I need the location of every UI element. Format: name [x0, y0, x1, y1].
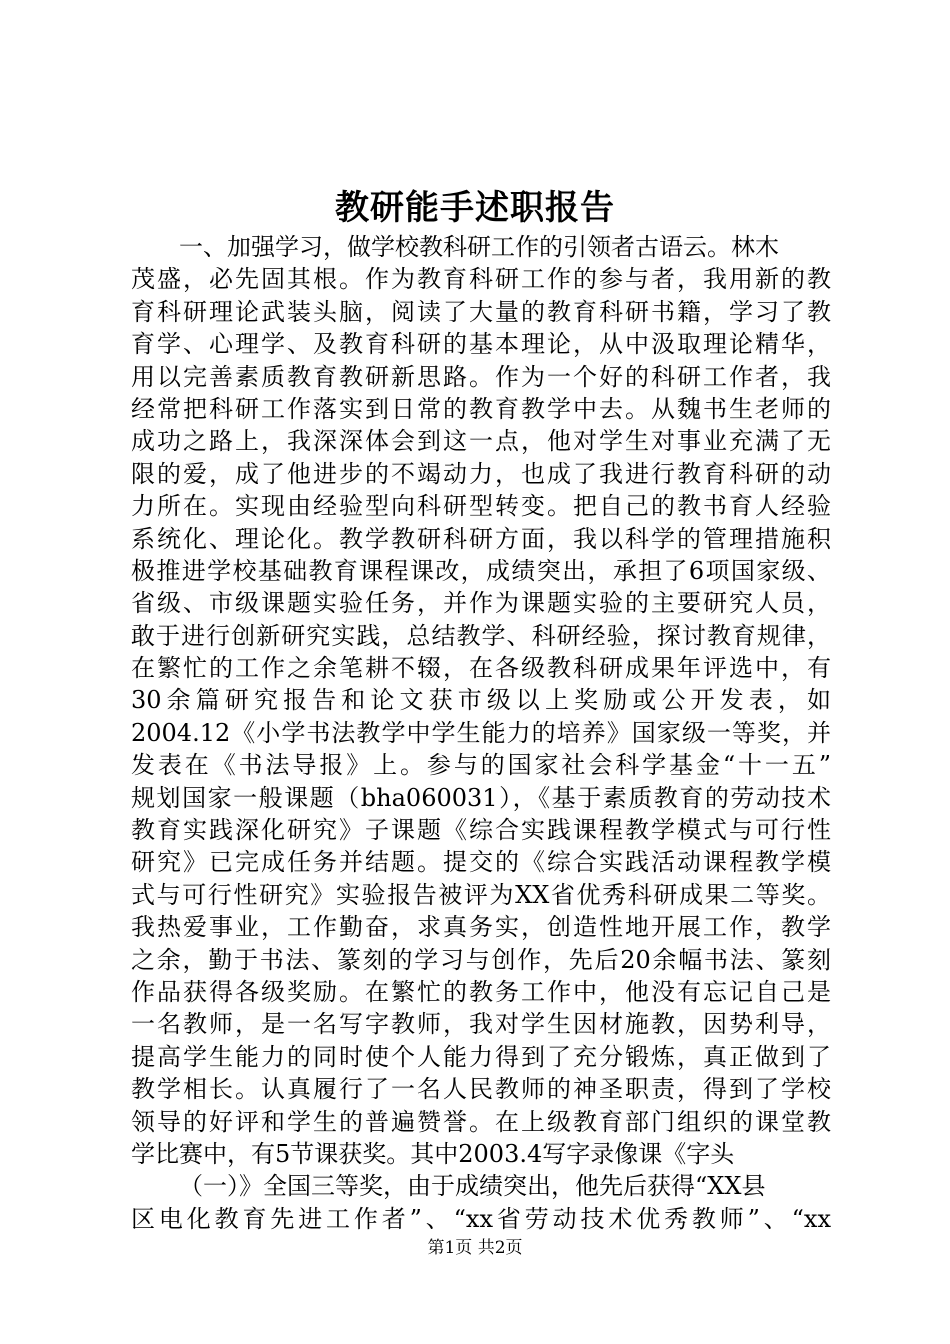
- body-line: 用以完善素质教育教研新思路。作为一个好的科研工作者，我: [131, 362, 831, 391]
- page-footer: 第1页 共2页: [427, 1238, 523, 1258]
- body-line: 教育实践深化研究》子课题《综合实践课程教学模式与可行性: [131, 816, 831, 845]
- body-line: 成功之路上，我深深体会到这一点，他对学生对事业充满了无: [131, 427, 831, 456]
- body-line: 提高学生能力的同时使个人能力得到了充分锻炼，真正做到了: [131, 1042, 831, 1071]
- body-line: 育学、心理学、及教育科研的基本理论，从中汲取理论精华，: [131, 330, 831, 359]
- body-line: 发表在《书法导报》上。参与的国家社会科学基金“十一五”: [131, 751, 831, 780]
- body-line: （一）》全国三等奖，由于成绩突出，他先后获得“XX县: [179, 1172, 766, 1201]
- body-line: 2004.12《小学书法教学中学生能力的培养》国家级一等奖，并: [131, 718, 831, 747]
- body-line: 省级、市级课题实验任务，并作为课题实验的主要研究人员，: [131, 589, 831, 618]
- document-body: [131, 231, 831, 1235]
- body-line: 茂盛，必先固其根。作为教育科研工作的参与者，我用新的教: [131, 265, 831, 294]
- body-line: 作品获得各级奖励。在繁忙的教务工作中，他没有忘记自己是: [131, 977, 831, 1006]
- body-line: 在繁忙的工作之余笔耕不辍，在各级教科研成果年评选中，有: [131, 654, 831, 683]
- body-line: 领导的好评和学生的普遍赞誉。在上级教育部门组织的课堂教: [131, 1107, 831, 1136]
- body-line: 力所在。实现由经验型向科研型转变。把自己的教书育人经验: [131, 492, 831, 521]
- body-line: 极推进学校基础教育课程课改，成绩突出，承担了6项国家级、: [131, 556, 831, 585]
- body-line: 系统化、理论化。教学教研科研方面，我以科学的管理措施积: [131, 524, 831, 553]
- body-line: 之余，勤于书法、篆刻的学习与创作，先后20余幅书法、篆刻: [131, 945, 831, 974]
- body-line: 一名教师，是一名写字教师，我对学生因材施教，因势利导，: [131, 1010, 831, 1039]
- document-title: 教研能手述职报告: [335, 188, 615, 228]
- body-line: 敢于进行创新研究实践，总结教学、科研经验，探讨教育规律，: [131, 621, 831, 650]
- body-line: 研究》已完成任务并结题。提交的《综合实践活动课程教学模: [131, 848, 831, 877]
- body-line: 育科研理论武装头脑，阅读了大量的教育科研书籍，学习了教: [131, 297, 831, 326]
- body-line: 学比赛中，有5节课获奖。其中2003.4写字录像课《字头: [131, 1139, 735, 1168]
- body-line: 规划国家一般课题（bha060031），《基于素质教育的劳动技术: [131, 783, 831, 812]
- body-line: 我热爱事业，工作勤奋，求真务实，创造性地开展工作，教学: [131, 913, 831, 942]
- body-line: 式与可行性研究》实验报告被评为XX省优秀科研成果二等奖。: [131, 880, 831, 909]
- body-line: 教学相长。认真履行了一名人民教师的神圣职责，得到了学校: [131, 1075, 831, 1104]
- body-line: 限的爱，成了他进步的不竭动力，也成了我进行教育科研的动: [131, 459, 831, 488]
- body-line: 区电化教育先进工作者”、“xx省劳动技术优秀教师”、“xx: [131, 1204, 831, 1233]
- body-line: 经常把科研工作落实到日常的教育教学中去。从魏书生老师的: [131, 394, 831, 423]
- body-line: 一、加强学习，做学校教科研工作的引领者古语云。林木: [179, 233, 779, 261]
- body-line: 30余篇研究报告和论文获市级以上奖励或公开发表，如: [131, 686, 831, 715]
